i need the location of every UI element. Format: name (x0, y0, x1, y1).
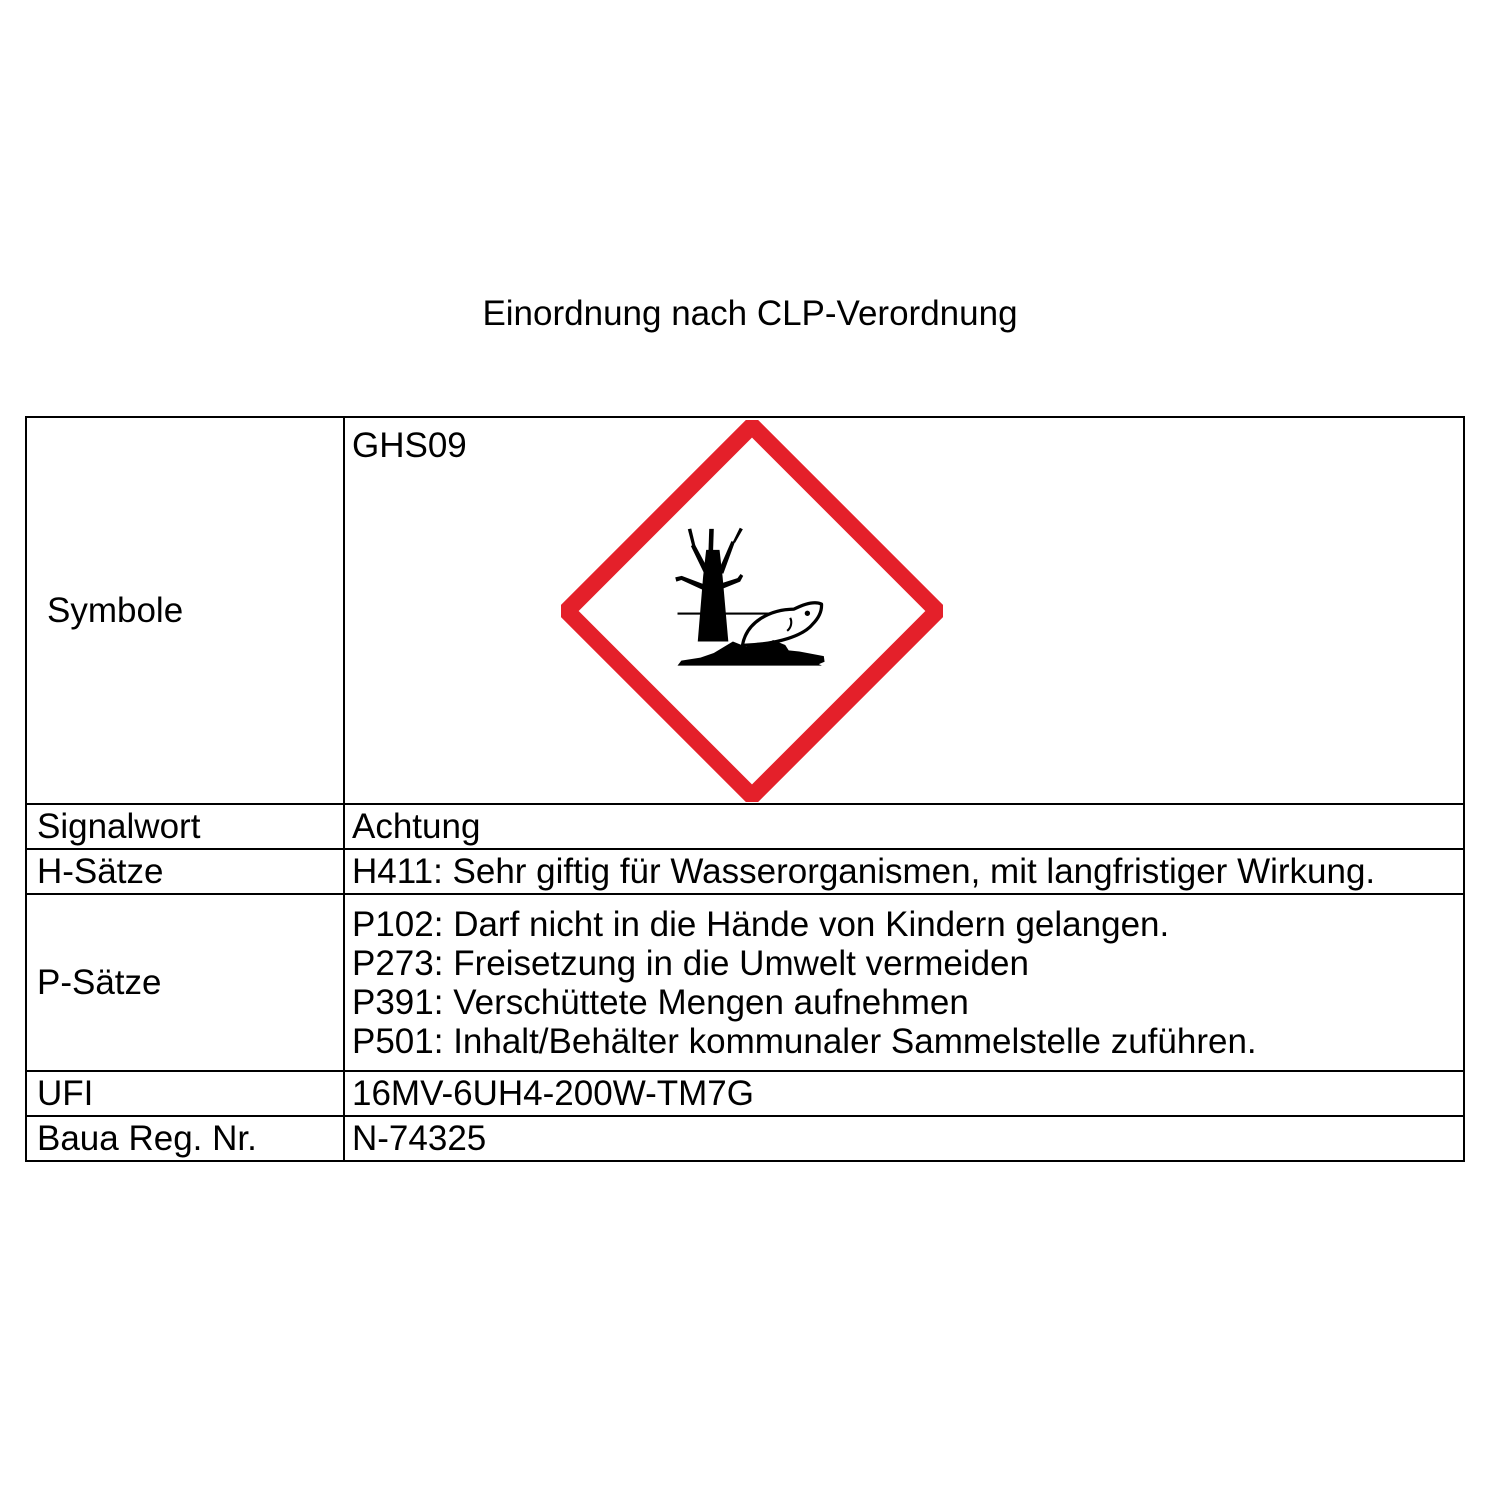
table-row-symbole (26, 417, 1464, 804)
p-saetze-list (344, 894, 1464, 1071)
signalwort-label: Signalwort (26, 804, 344, 849)
p-satz-p273: P273: Freisetzung in die Umwelt vermeiden (352, 943, 1029, 983)
baua-value: N-74325 (344, 1116, 1464, 1161)
p-satz-p391: P391: Verschüttete Mengen aufnehmen (352, 982, 969, 1022)
p-satz-p501: P501: Inhalt/Behälter kommunaler Sammelstelle zuführen. (352, 1021, 1257, 1061)
symbole-value-cell (344, 417, 1464, 804)
table-row-signalwort (26, 804, 1464, 849)
table-row-baua (26, 1116, 1464, 1161)
ghs-code: GHS09 (352, 426, 467, 465)
h-saetze-value: H411: Sehr giftig für Wasserorganismen, mit langfristiger Wirkung. (344, 849, 1464, 894)
clp-classification-table (25, 416, 1465, 1162)
table-row-ufi (26, 1071, 1464, 1116)
pictogram-diamond (567, 426, 938, 797)
h-saetze-label: H-Sätze (26, 849, 344, 894)
p-saetze-label: P-Sätze (26, 894, 344, 1071)
ufi-value: 16MV-6UH4-200W-TM7G (344, 1071, 1464, 1116)
symbole-label: Symbole (26, 417, 344, 804)
page-title: Einordnung nach CLP-Verordnung (482, 294, 1018, 333)
table-row-h-saetze (26, 849, 1464, 894)
signalwort-value: Achtung (344, 804, 1464, 849)
table-row-p-saetze (26, 894, 1464, 1071)
p-satz-p102: P102: Darf nicht in die Hände von Kindern gelangen. (352, 904, 1170, 944)
environment-hazard-icon (561, 420, 943, 802)
water-line (678, 613, 770, 615)
ufi-label: UFI (26, 1071, 344, 1116)
baua-label: Baua Reg. Nr. (26, 1116, 344, 1161)
